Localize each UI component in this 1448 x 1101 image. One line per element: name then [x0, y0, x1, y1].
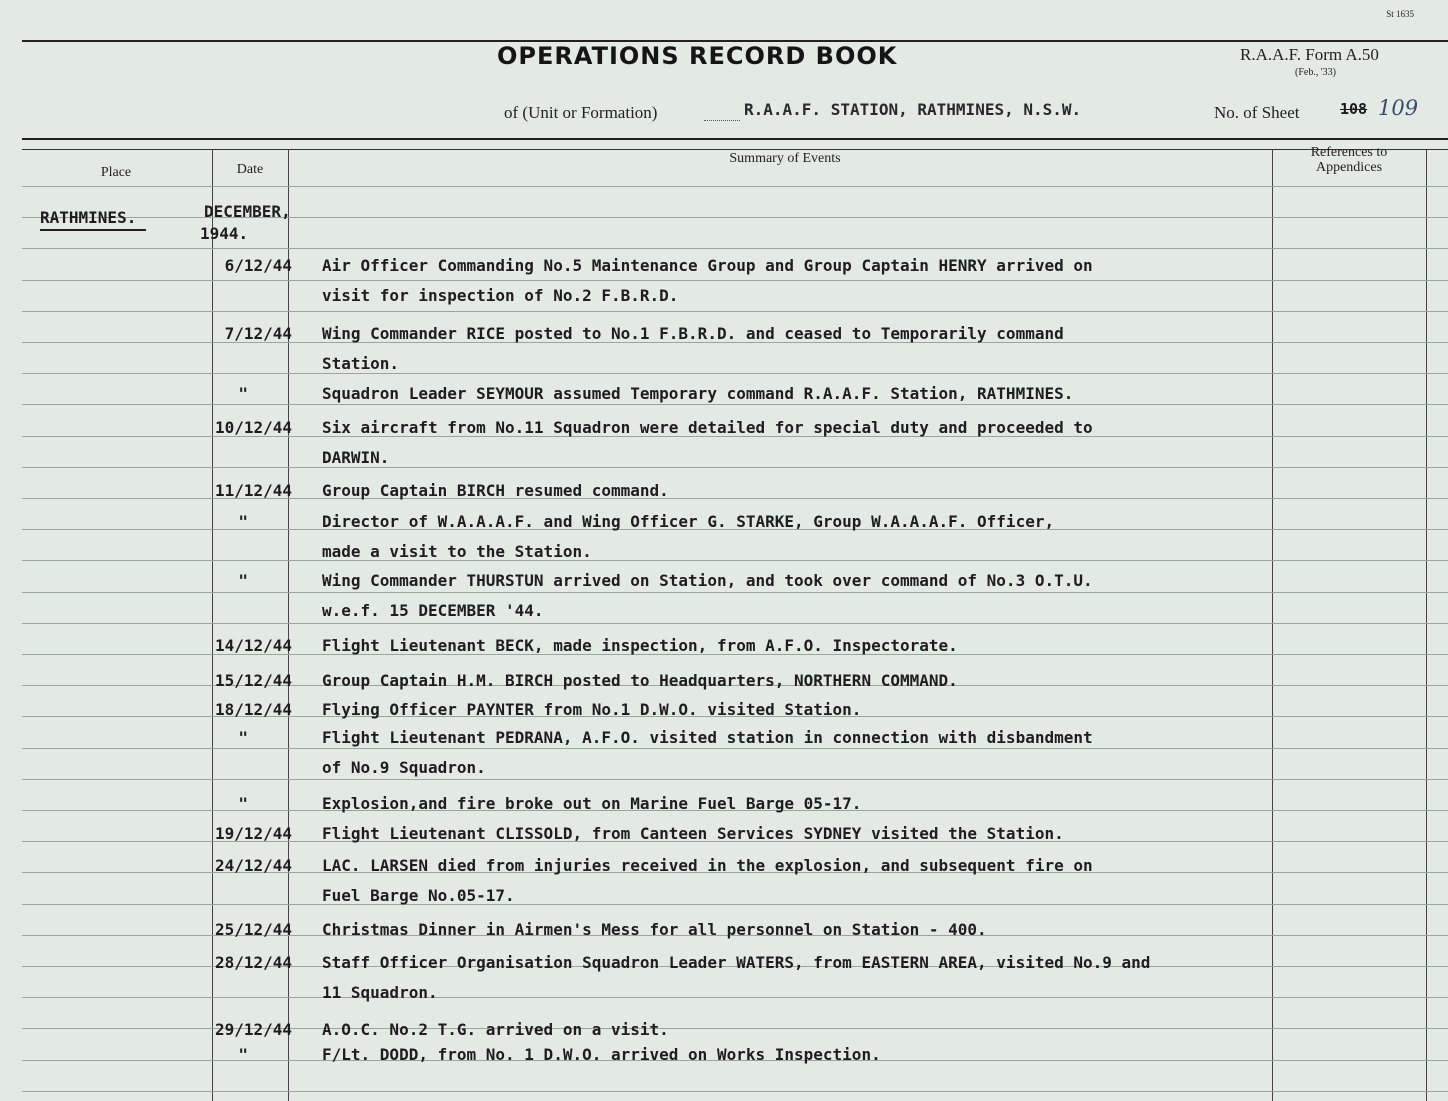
- sheet-label: No. of Sheet: [1214, 103, 1300, 122]
- column-header-date: Date: [236, 162, 264, 177]
- form-name: R.A.A.F. Form A.50: [1240, 45, 1379, 64]
- entry-date: ": [238, 1045, 248, 1064]
- entry-text-line: Air Officer Commanding No.5 Maintenance Group and Group Captain HENRY arrived on: [322, 256, 1093, 275]
- header-rule: [22, 138, 1448, 140]
- entry-text-line: visit for inspection of No.2 F.B.R.D.: [322, 286, 679, 305]
- column-header-references: References to Appendices: [1310, 145, 1388, 175]
- entry-date: ": [238, 794, 248, 813]
- entry-text-line: Christmas Dinner in Airmen's Mess for all personnel on Station - 400.: [322, 920, 987, 939]
- entry-date: 24/12/44: [214, 856, 292, 875]
- entry-text-line: Group Captain H.M. BIRCH posted to Headquarters, NORTHERN COMMAND.: [322, 671, 958, 690]
- ruled-line: [22, 280, 1448, 281]
- ruled-line: [22, 592, 1448, 593]
- place-underline: [40, 229, 146, 231]
- sheet-number-old: 108: [1340, 100, 1368, 118]
- entry-text-line: Six aircraft from No.11 Squadron were detailed for special duty and proceeded to: [322, 418, 1093, 437]
- entry-date: 14/12/44: [214, 636, 292, 655]
- entry-text-line: Wing Commander THURSTUN arrived on Station, and took over command of No.3 O.T.U.: [322, 571, 1093, 590]
- ruled-line: [22, 904, 1448, 905]
- column-header-place: Place: [100, 165, 132, 180]
- entry-date: ": [238, 512, 248, 531]
- ruled-line: [22, 779, 1448, 780]
- entry-text-line: Explosion,and fire broke out on Marine Fuel Barge 05-17.: [322, 794, 862, 813]
- stamp-number: St 1635: [1386, 9, 1414, 19]
- ruled-line: [22, 467, 1448, 468]
- entry-date: 18/12/44: [214, 700, 292, 719]
- entry-date: 7/12/44: [224, 324, 292, 343]
- column-header-summary: Summary of Events: [729, 151, 841, 166]
- column-header-rule: [22, 149, 1448, 150]
- entry-text-line: of No.9 Squadron.: [322, 758, 486, 777]
- ruled-line: [22, 373, 1448, 374]
- entry-date: ": [238, 728, 248, 747]
- entry-text-line: w.e.f. 15 DECEMBER '44.: [322, 601, 544, 620]
- entry-text-line: DARWIN.: [322, 448, 390, 467]
- entry-date: ": [238, 571, 248, 590]
- ruled-line: [22, 248, 1448, 249]
- entry-text-line: Wing Commander RICE posted to No.1 F.B.R.D. and ceased to Temporarily command: [322, 324, 1064, 343]
- entry-text-line: Flying Officer PAYNTER from No.1 D.W.O. visited Station.: [322, 700, 862, 719]
- entry-text-line: 11 Squadron.: [322, 983, 438, 1002]
- entry-text-line: Squadron Leader SEYMOUR assumed Temporary command R.A.A.F. Station, RATHMINES.: [322, 384, 1074, 403]
- entry-text-line: LAC. LARSEN died from injuries received in the explosion, and subsequent fire on: [322, 856, 1093, 875]
- entry-text-line: Flight Lieutenant PEDRANA, A.F.O. visited station in connection with disbandment: [322, 728, 1093, 747]
- entry-text-line: Station.: [322, 354, 400, 373]
- entry-date: 28/12/44: [214, 953, 292, 972]
- ruled-line: [22, 404, 1448, 405]
- entry-date: 15/12/44: [214, 671, 292, 690]
- entry-text-line: Flight Lieutenant CLISSOLD, from Canteen Services SYDNEY visited the Station.: [322, 824, 1064, 843]
- page-title: OPERATIONS RECORD BOOK: [497, 42, 898, 70]
- ruled-line: [22, 186, 1448, 187]
- entry-date: 29/12/44: [214, 1020, 292, 1039]
- entry-text-line: Director of W.A.A.A.F. and Wing Officer G. STARKE, Group W.A.A.A.F. Officer,: [322, 512, 1055, 531]
- unit-value: R.A.A.F. STATION, RATHMINES, N.S.W.: [744, 100, 1082, 119]
- entry-text-line: made a visit to the Station.: [322, 542, 592, 561]
- unit-dotted-line: [704, 120, 740, 121]
- column-divider-summary: [1272, 149, 1273, 1101]
- entry-date: 11/12/44: [214, 481, 292, 500]
- period-month: DECEMBER,: [204, 202, 291, 221]
- entry-text-line: F/Lt. DODD, from No. 1 D.W.O. arrived on Works Inspection.: [322, 1045, 881, 1064]
- entry-text-line: Flight Lieutenant BECK, made inspection, from A.F.O. Inspectorate.: [322, 636, 958, 655]
- entry-text-line: A.O.C. No.2 T.G. arrived on a visit.: [322, 1020, 669, 1039]
- form-date: (Feb., '33): [1295, 67, 1336, 78]
- entry-date: 10/12/44: [214, 418, 292, 437]
- ruled-line: [22, 311, 1448, 312]
- place-name: RATHMINES.: [40, 208, 137, 227]
- entry-date: 25/12/44: [214, 920, 292, 939]
- ruled-line: [22, 748, 1448, 749]
- ruled-line: [22, 997, 1448, 998]
- entry-text-line: Group Captain BIRCH resumed command.: [322, 481, 669, 500]
- entry-text-line: Fuel Barge No.05-17.: [322, 886, 515, 905]
- period-year: 1944.: [200, 224, 249, 243]
- entry-date: 19/12/44: [214, 824, 292, 843]
- sheet-number-handwritten: 109: [1378, 96, 1419, 120]
- ruled-line: [22, 1091, 1448, 1092]
- ruled-line: [22, 623, 1448, 624]
- entry-text-line: Staff Officer Organisation Squadron Leader WATERS, from EASTERN AREA, visited No.9 and: [322, 953, 1151, 972]
- column-divider-references: [1426, 149, 1427, 1101]
- entry-date: 6/12/44: [224, 256, 292, 275]
- ruled-line: [22, 560, 1448, 561]
- unit-label: of (Unit or Formation): [504, 103, 658, 122]
- entry-date: ": [238, 384, 248, 403]
